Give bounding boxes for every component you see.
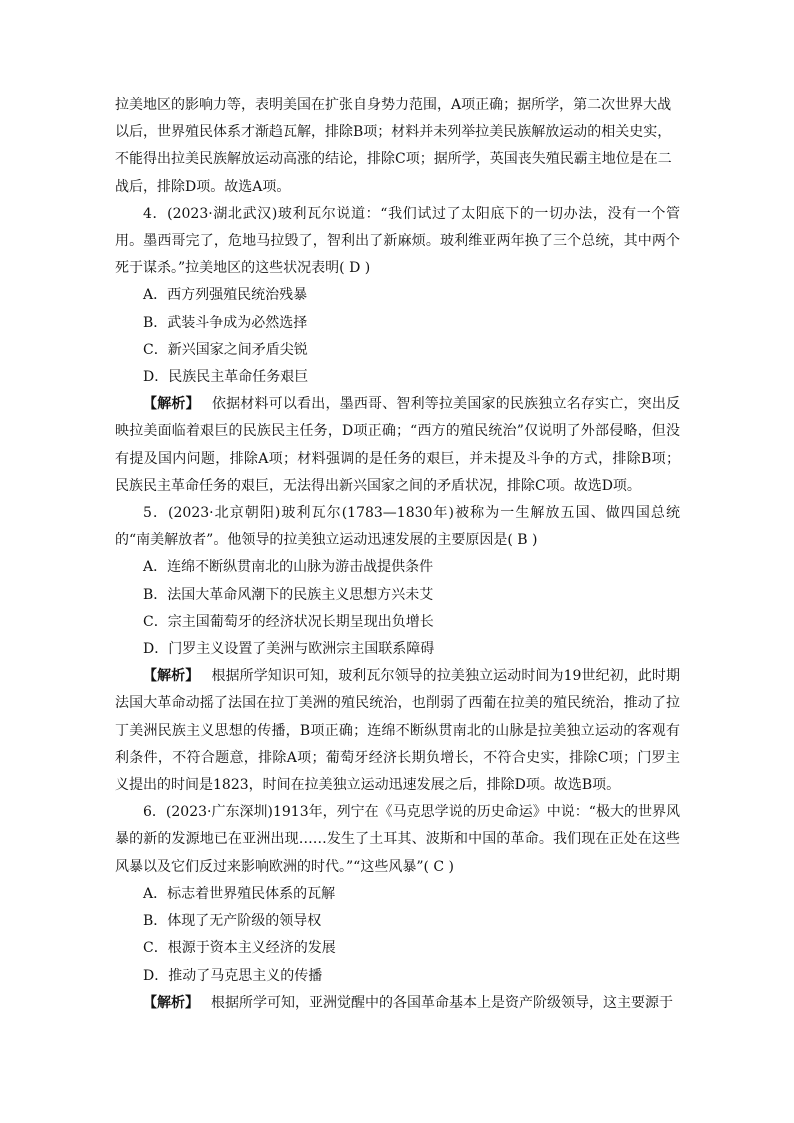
option-a: A．西方列强殖民统治残暴	[143, 287, 308, 304]
option-b: B．体现了无产阶级的领导权	[143, 913, 322, 930]
intro-line-1: 拉美地区的影响力等，表明美国在扩张自身势力范围，A项正确；据所学，第二次世界大战	[115, 97, 672, 113]
question-6	[115, 799, 680, 1017]
question-stem: 6．(2023·广东深圳)1913年，列宁在《马克思学说的历史命运》中说：“极大的世界风暴的新的发源地已在亚洲出现……发生了土耳其、波斯和中国的革命。我们现在正处在这些风暴以及它们反过来影响欧洲的时代。”“这些风暴”( C )	[115, 804, 680, 875]
analysis	[115, 663, 680, 799]
option-d: D．民族民主革命任务艰巨	[143, 369, 309, 386]
option-d: D．门罗主义设置了美洲与欧洲宗主国联系障碍	[143, 641, 435, 658]
option-b: B．法国大革命风潮下的民族主义思想方兴未艾	[143, 586, 434, 603]
analysis-text: 根据所学知识可知，玻利瓦尔领导的拉美独立运动时间为19世纪初，此时期法国大革命动摇了法国在拉丁美洲的殖民统治，也削弱了西葡在拉美的殖民统治，推动了拉丁美洲民族主义思想的传播，B项正确；连绵不断纵贯南北的山脉是拉美独立运动的客观有利条件，不符合题意，排除A项；葡萄牙经济长期负增长，不符合史实，排除C项；门罗主义提出的时间是1823，时间在拉美独立运动迅速发展之后，排除D项。故选B项。	[115, 668, 681, 794]
analysis-text: 依据材料可以看出，墨西哥、智利等拉美国家的民族独立名存实亡，突出反映拉美面临着艰巨的民族民主任务，D项正确；“西方的殖民统治”仅说明了外部侵略，但没有提及国内问题，排除A项；材料强调的是任务的艰巨，并未提及斗争的方式，排除B项；民族民主革命任务的艰巨，无法得出新兴国家之间的矛盾状况，排除C项。故选D项。	[115, 396, 681, 494]
analysis	[115, 391, 680, 500]
analysis	[115, 990, 680, 1017]
analysis-label: 【解析】	[143, 396, 200, 413]
question-stem: 5．(2023·北京朝阳)玻利瓦尔(1783—1830年)被称为一生解放五国、做四国总统的“南美解放者”。他领导的拉美独立运动迅速发展的主要原因是( B )	[115, 505, 680, 549]
intro-line-4: 战后，排除D项。故选A项。	[115, 178, 291, 195]
intro-line-2: 以后，世界殖民体系才渐趋瓦解，排除B项；材料并未列举拉美民族解放运动的相关史实，	[115, 124, 672, 141]
analysis-label: 【解析】	[143, 994, 199, 1011]
option-a: A．标志着世界殖民体系的瓦解	[143, 885, 336, 902]
document-body	[115, 92, 680, 1017]
option-a: A．连绵不断纵贯南北的山脉为游击战提供条件	[143, 559, 434, 576]
intro-line-3: 不能得出拉美民族解放运动高涨的结论，排除C项；据所学，英国丧失殖民霸主地位是在二	[115, 151, 672, 168]
option-c: C．宗主国葡萄牙的经济状况长期呈现出负增长	[143, 613, 434, 630]
analysis-text: 根据所学可知，亚洲觉醒中的各国革命基本上是资产阶级领导，这主要源于	[211, 994, 673, 1011]
question-4	[115, 201, 680, 500]
option-c: C．根源于资本主义经济的发展	[143, 940, 336, 957]
question-stem: 4．(2023·湖北武汉)玻利瓦尔说道：“我们试过了太阳底下的一切办法，没有一个管用。墨西哥完了，危地马拉毁了，智利出了新麻烦。玻利维亚两年换了三个总统，其中两个死于谋杀。”拉美地区的这些状况表明( D )	[115, 205, 680, 277]
option-b: B．武装斗争成为必然选择	[143, 314, 308, 331]
option-d: D．推动了马克思主义的传播	[143, 967, 323, 984]
option-c: C．新兴国家之间矛盾尖锐	[143, 341, 308, 358]
question-5	[115, 500, 680, 799]
analysis-label: 【解析】	[143, 668, 200, 685]
